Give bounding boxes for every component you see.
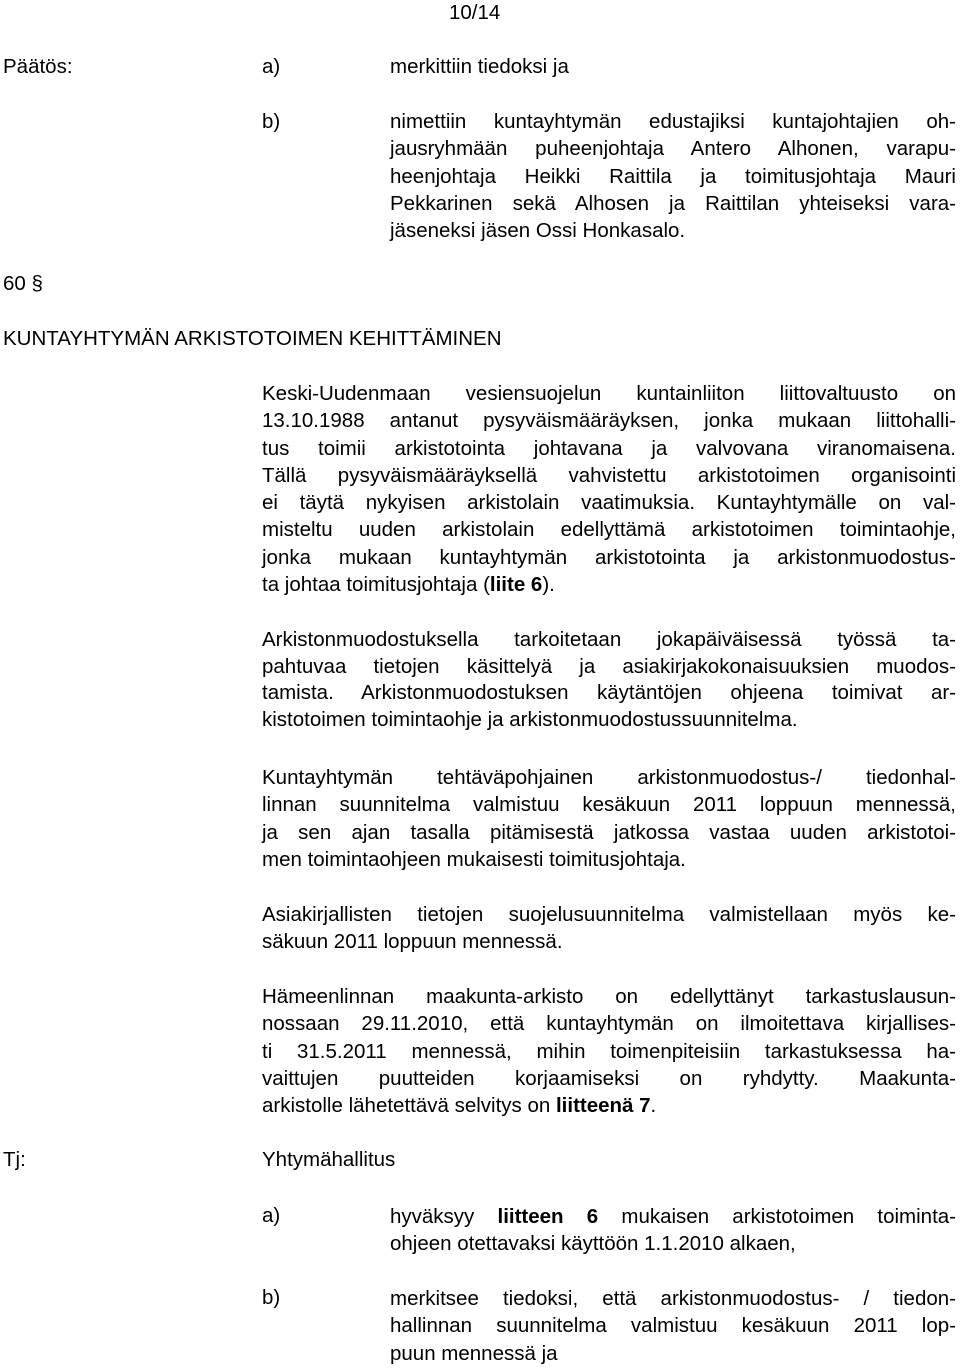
text-line (262, 571, 956, 598)
paragraph-1 (262, 380, 956, 598)
text-line: jonka mukaan kuntayhtymän arkistotointa ja arkistonmuodostus- (262, 545, 956, 569)
section-number-value: 60 (3, 272, 26, 295)
attachment-ref: liitteenä 7 (555, 1094, 651, 1118)
text-run: mukaisen arkistotoimen toiminta- (598, 1205, 957, 1228)
paragraph-4 (262, 901, 956, 956)
text-line: Keski-Uudenmaan vesiensuojelun kuntainliiton liittovaltuusto on (262, 382, 956, 405)
text-line: Asiakirjallisten tietojen suojelusuunnitelma valmistellaan myös ke- (262, 903, 956, 926)
text-line: tamista. Arkistonmuodostuksen käytäntöjen ohjeena toimivat ar- (262, 681, 956, 705)
proposal-b-marker: b) (262, 1286, 281, 1309)
page-number: 10/14 (449, 1, 501, 24)
text-run: hyväksyy (390, 1205, 498, 1228)
attachment-ref: liitteen 6 (497, 1205, 599, 1228)
text-line: nimettiin kuntayhtymän edustajiksi kuntajohtajien oh- (390, 110, 956, 133)
text-line: Kuntayhtymän tehtäväpohjainen arkistonmuodostus-/ tiedonhal- (262, 766, 956, 789)
text-line: Hämeenlinnan maakunta-arkisto on edellyttänyt tarkastuslausun- (262, 985, 956, 1008)
decision-b-text (390, 108, 956, 244)
section-symbol: § (31, 272, 43, 295)
text-line: Arkistonmuodostuksella tarkoitetaan jokapäiväisessä työssä ta- (262, 628, 956, 651)
text-line: merkitsee tiedoksi, että arkistonmuodostus- / tiedon- (390, 1287, 956, 1310)
text-line: heenjohtaja Heikki Raittila ja toimitusjohtaja Mauri (390, 164, 956, 188)
decision-label: Päätös: (3, 55, 73, 78)
text-line: jäseneksi jäsen Ossi Honkasalo. (390, 219, 686, 243)
text-line: ohjeen otettavaksi käyttöön 1.1.2010 alkaen, (390, 1232, 796, 1256)
text-line: ei täytä nykyisen arkistolain vaatimuksia. Kuntayhtymälle on val- (262, 491, 956, 515)
text-run: arkistolle lähetettävä selvitys on (262, 1094, 556, 1118)
decision-a-text: merkittiin tiedoksi ja (390, 55, 569, 78)
section-number (3, 272, 43, 296)
text-line: Pekkarinen sekä Alhosen ja Raittilan yhteiseksi vara- (390, 191, 956, 215)
text-line: misteltu uuden arkistolain edellyttämä arkistotoimen toimintaohje, (262, 518, 956, 542)
attachment-ref: liite 6 (489, 573, 543, 597)
proposal-a-marker: a) (262, 1204, 281, 1227)
text-line: vaittujen puutteiden korjaamiseksi on ryhdytty. Maakunta- (262, 1066, 956, 1090)
decision-b-marker: b) (262, 110, 281, 133)
paragraph-2 (262, 627, 956, 733)
text-run: . (650, 1094, 657, 1118)
text-line (390, 1203, 956, 1230)
proposal-label: Tj: (3, 1148, 26, 1171)
text-line: pahtuvaa tietojen käsittelyä ja asiakirjakokonaisuuksien muodos- (262, 654, 956, 678)
text-line: ti 31.5.2011 mennessä, mihin toimenpiteisiin tarkastuksessa ha- (262, 1039, 956, 1063)
text-line: puun mennessä ja (390, 1341, 558, 1365)
text-line: jausryhmään puheenjohtaja Antero Alhonen, varapu- (390, 137, 956, 161)
text-line: tus toimii arkistotointa johtavana ja valvovana viranomaisena. (262, 436, 956, 460)
proposal-b-text (390, 1285, 956, 1367)
text-line: men toimintaohjeen mukaisesti toimitusjohtaja. (262, 847, 686, 871)
text-line: ja sen ajan tasalla pitämisestä jatkossa vastaa uuden arkistotoi- (262, 820, 956, 844)
text-line: Tällä pysyväismääräyksellä vahvistettu arkistotoimen organisointi (262, 463, 956, 487)
proposal-body: Yhtymähallitus (262, 1148, 396, 1171)
text-line (262, 1092, 956, 1119)
text-line: nossaan 29.11.2010, että kuntayhtymän on ilmoitettava kirjallises- (262, 1012, 956, 1036)
text-run: ta johtaa toimitusjohtaja ( (262, 573, 490, 597)
paragraph-5 (262, 983, 956, 1119)
text-line: hallinnan suunnitelma valmistuu kesäkuun 2011 lop- (390, 1314, 956, 1338)
paragraph-3 (262, 764, 956, 873)
section-title: KUNTAYHTYMÄN ARKISTOTOIMEN KEHITTÄMINEN (3, 327, 502, 350)
text-run: ). (542, 573, 555, 597)
decision-a-marker: a) (262, 55, 281, 78)
text-line: 13.10.1988 antanut pysyväismääräyksen, jonka mukaan liittohalli- (262, 409, 956, 433)
proposal-a-text (390, 1203, 956, 1258)
text-line: linnan suunnitelma valmistuu kesäkuun 2011 loppuun mennessä, (262, 793, 956, 817)
text-line: säkuun 2011 loppuun mennessä. (262, 930, 563, 954)
text-line: kistotoimen toimintaohje ja arkistonmuodostussuunnitelma. (262, 707, 798, 731)
